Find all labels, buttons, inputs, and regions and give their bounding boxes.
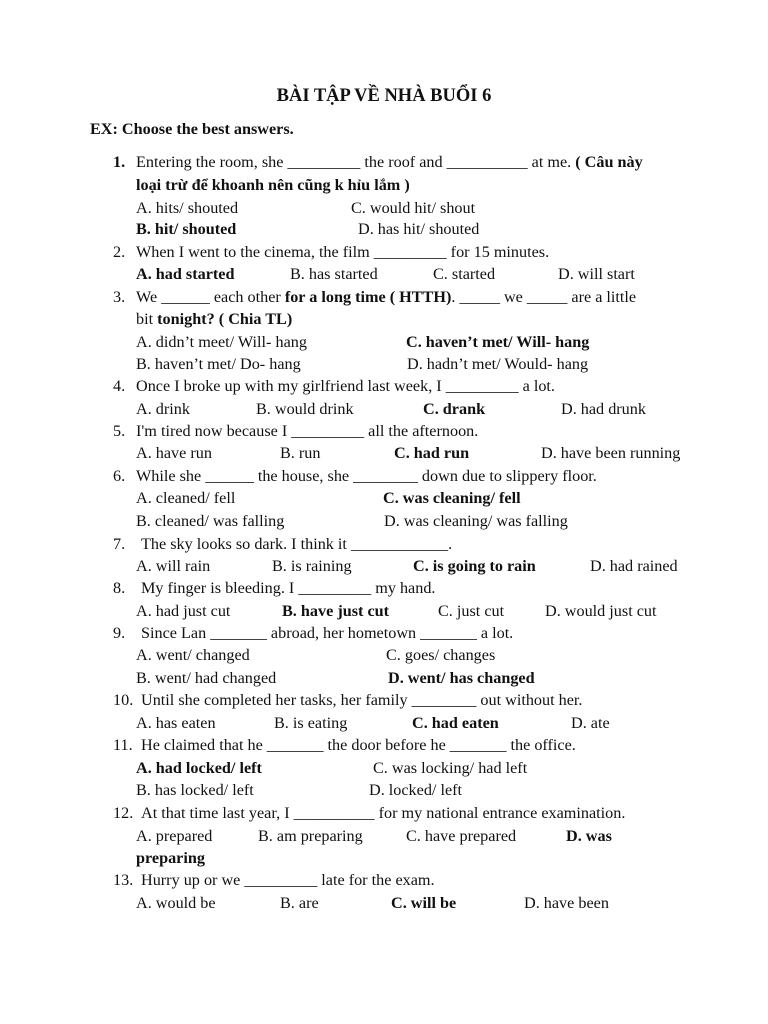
option-a: A. prepared [136,827,213,845]
option-c-correct: C. had eaten [412,714,499,732]
option-a: A. drink [136,400,190,418]
option-a-correct: A. had locked/ left [136,759,262,777]
question-note-line2: loại trừ để khoanh nên cũng k hỉu lắm ) [136,176,410,194]
question-stem-line2: bit tonight? ( Chia TL) [136,310,293,328]
option-d: D. was cleaning/ was falling [384,512,568,530]
option-c: C. was locking/ had left [373,759,528,777]
option-b: B. went/ had changed [136,669,277,687]
option-b: B. haven’t met/ Do- hang [136,355,301,373]
option-b: B. has started [290,265,378,283]
question-number: 4. [113,377,126,395]
question-number: 13. [113,871,134,889]
option-a: A. had just cut [136,602,231,620]
option-b: B. is eating [274,714,348,732]
question-stem: When I went to the cinema, the film _________ for 15 minutes. [136,243,550,261]
option-d: D. had rained [590,557,678,575]
question-stem: Until she completed her tasks, her family ________ out without her. [141,691,583,709]
question-number: 8. [113,579,126,597]
option-d-correct-cont: preparing [136,849,205,867]
option-d: D. hadn’t met/ Would- hang [407,355,589,373]
question-stem: Since Lan _______ abroad, her hometown _______ a lot. [141,624,514,642]
option-b: B. are [280,894,319,912]
question-stem: My finger is bleeding. I _________ my hand. [141,579,436,597]
question-number: 11. [113,736,133,754]
option-d: D. will start [558,265,635,283]
question-stem: At that time last year, I __________ for my national entrance examination. [141,804,626,822]
question-number: 1. [113,153,126,171]
option-d-correct: D. went/ has changed [388,669,535,687]
option-c: C. have prepared [406,827,517,845]
option-d-correct: D. was [566,827,612,845]
option-a-correct: A. had started [136,265,235,283]
question-stem: The sky looks so dark. I think it ____________. [141,535,453,553]
option-c-correct: C. was cleaning/ fell [383,489,521,507]
option-a: A. hits/ shouted [136,199,239,217]
option-b: B. has locked/ left [136,781,254,799]
question-stem: I'm tired now because I _________ all the afternoon. [136,422,479,440]
option-c-correct: C. is going to rain [413,557,536,575]
option-d: D. had drunk [561,400,646,418]
question-number: 9. [113,624,126,642]
question-number: 12. [113,804,134,822]
question-number: 7. [113,535,126,553]
question-number: 2. [113,243,126,261]
option-d: D. locked/ left [369,781,463,799]
question-number: 10. [113,691,134,709]
option-d: D. ate [571,714,610,732]
option-c-correct: C. haven’t met/ Will- hang [406,333,590,351]
instruction: EX: Choose the best answers. [90,120,294,138]
page-title: BÀI TẬP VỀ NHÀ BUỔI 6 [276,86,492,106]
option-c: C. would hit/ shout [351,199,476,217]
option-a: A. have run [136,444,212,462]
question-number: 3. [113,288,126,306]
question-stem: We ______ each other for a long time ( HTTH). _____ we _____ are a little [136,288,637,306]
question-note: ( Câu này [575,153,643,171]
option-c: C. goes/ changes [386,646,496,664]
option-c-correct: C. had run [394,444,470,462]
option-b: B. cleaned/ was falling [136,512,285,530]
option-a: A. went/ changed [136,646,250,664]
option-c-correct: C. will be [391,894,457,912]
question-stem: Entering the room, she _________ the roof and __________ at me. ( Câu này [136,153,643,171]
option-b: B. am preparing [258,827,363,845]
option-c-correct: C. drank [423,400,486,418]
option-b-correct: B. hit/ shouted [136,220,237,238]
option-b: B. would drink [256,400,354,418]
question-stem: Once I broke up with my girlfriend last week, I _________ a lot. [136,377,555,395]
option-d: D. have been [524,894,609,912]
question-number: 6. [113,467,126,485]
option-b: B. is raining [272,557,352,575]
question-number: 5. [113,422,126,440]
option-a: A. has eaten [136,714,216,732]
option-a: A. would be [136,894,216,912]
question-stem: He claimed that he _______ the door before he _______ the office. [141,736,576,754]
question-stem: While she ______ the house, she ________ down due to slippery floor. [136,467,597,485]
option-c: C. just cut [438,602,505,620]
option-b: B. run [280,444,321,462]
option-a: A. didn’t meet/ Will- hang [136,333,307,351]
question-stem: Hurry up or we _________ late for the exam. [141,871,435,889]
option-d: D. have been running [541,444,681,462]
option-d: D. would just cut [545,602,657,620]
option-a: A. will rain [136,557,211,575]
option-a: A. cleaned/ fell [136,489,236,507]
option-d: D. has hit/ shouted [358,220,480,238]
option-b-correct: B. have just cut [282,602,390,620]
option-c: C. started [433,265,496,283]
